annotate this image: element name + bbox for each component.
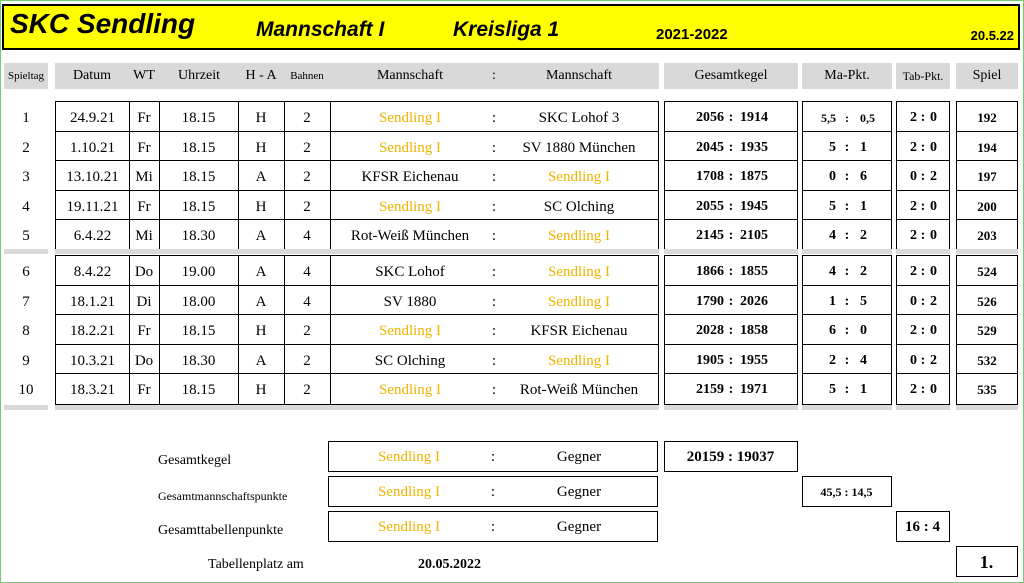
date-cell: 8.4.22 bbox=[73, 264, 112, 280]
mapkt-away: 2 bbox=[860, 264, 867, 279]
col-wt: WT bbox=[133, 68, 155, 83]
mapkt-home: 5,5 bbox=[821, 111, 836, 125]
date-label: 20.5.22 bbox=[970, 28, 1014, 43]
gesamttabellen-value-box bbox=[896, 511, 950, 542]
kegel-colon: : bbox=[728, 199, 734, 214]
home-team-cell: Sendling I bbox=[378, 323, 442, 339]
spieltag-cell: 4 bbox=[22, 199, 30, 215]
spiel-cell: 194 bbox=[977, 140, 997, 155]
league-title: Kreisliga 1 bbox=[453, 18, 560, 41]
summary-opponent: Gegner bbox=[556, 449, 602, 465]
tabpkt-colon: : bbox=[920, 199, 926, 214]
col-gesamtkegel: Gesamtkegel bbox=[664, 63, 798, 89]
home-away-cell: A bbox=[255, 353, 267, 369]
home-away-cell: H bbox=[255, 110, 267, 126]
mapkt-away: 0,5 bbox=[860, 111, 875, 125]
col-mapkt: Ma-Pkt. bbox=[802, 63, 892, 89]
bahnen-cell: 2 bbox=[303, 199, 311, 215]
col-ha: H - A bbox=[245, 68, 277, 83]
home-team-cell: SV 1880 bbox=[383, 294, 437, 310]
col-colon: : bbox=[492, 68, 496, 83]
date-cell: 19.11.21 bbox=[66, 199, 119, 215]
colon-cell: : bbox=[491, 382, 497, 398]
time-cell: 18.30 bbox=[181, 353, 216, 369]
tabpkt-home: 2 bbox=[910, 264, 917, 279]
table-row bbox=[0, 257, 1024, 286]
date-cell: 18.1.21 bbox=[70, 294, 115, 310]
kegel-home: 1790 bbox=[696, 294, 724, 309]
gesamttabellen-label: Gesamttabellenpunkte bbox=[158, 523, 284, 538]
mapkt-away: 1 bbox=[860, 140, 867, 155]
home-team-cell: Sendling I bbox=[378, 110, 442, 126]
kegel-away: 1855 bbox=[740, 264, 768, 279]
tabpkt-home: 2 bbox=[910, 323, 917, 338]
spieltag-cell: 8 bbox=[22, 323, 30, 339]
weekday-cell: Do bbox=[134, 353, 154, 369]
kegel-colon: : bbox=[728, 294, 734, 309]
kegel-home: 2055 bbox=[696, 199, 724, 214]
col-home: Mannschaft bbox=[376, 68, 444, 83]
tabpkt-colon: : bbox=[920, 294, 926, 309]
tabellenplatz-box bbox=[956, 546, 1018, 577]
col-uhrzeit: Uhrzeit bbox=[178, 68, 220, 83]
spieltag-cell: 10 bbox=[18, 382, 34, 398]
bahnen-cell: 4 bbox=[303, 228, 311, 244]
spiel-cell: 535 bbox=[977, 382, 997, 397]
tabpkt-home: 2 bbox=[910, 228, 917, 243]
home-away-cell: A bbox=[255, 228, 267, 244]
time-cell: 18.15 bbox=[181, 382, 216, 398]
separator-bar bbox=[664, 405, 798, 410]
col-spiel: Spiel bbox=[956, 63, 1018, 89]
col-away: Mannschaft bbox=[545, 68, 613, 83]
col-tabpkt: Tab-Pkt. bbox=[896, 63, 950, 89]
tabellenplatz-value: 1. bbox=[979, 552, 994, 572]
tabpkt-away: 0 bbox=[930, 110, 937, 125]
spiel-cell: 192 bbox=[977, 110, 997, 125]
home-team-cell: KFSR Eichenau bbox=[361, 169, 459, 185]
mapkt-home: 5 bbox=[829, 140, 836, 155]
tabellenplatz-date: 20.05.2022 bbox=[418, 557, 481, 572]
table-row bbox=[0, 192, 1024, 221]
mapkt-colon: : bbox=[844, 199, 850, 214]
table-row bbox=[0, 221, 1024, 250]
time-cell: 18.15 bbox=[181, 140, 216, 156]
kegel-colon: : bbox=[728, 382, 734, 397]
time-cell: 19.00 bbox=[181, 264, 216, 280]
col-spieltag: Spieltag bbox=[4, 63, 48, 89]
summary-team: Sendling I bbox=[377, 519, 441, 535]
weekday-cell: Fr bbox=[137, 110, 151, 126]
mapkt-away: 2 bbox=[860, 228, 867, 243]
tabpkt-home: 2 bbox=[910, 382, 917, 397]
time-cell: 18.30 bbox=[181, 228, 216, 244]
time-cell: 18.15 bbox=[181, 110, 216, 126]
bahnen-cell: 2 bbox=[303, 110, 311, 126]
col-datum: Datum bbox=[72, 68, 112, 83]
mapkt-away: 5 bbox=[860, 294, 867, 309]
mapkt-home: 5 bbox=[829, 199, 836, 214]
mapkt-colon: : bbox=[844, 169, 850, 184]
colon-cell: : bbox=[491, 169, 497, 185]
mapkt-colon: : bbox=[844, 228, 850, 243]
home-away-cell: H bbox=[255, 199, 267, 215]
table-row bbox=[0, 346, 1024, 375]
summary-team: Sendling I bbox=[377, 484, 441, 500]
spiel-cell: 529 bbox=[977, 323, 997, 338]
kegel-home: 2028 bbox=[696, 323, 724, 338]
mapkt-home: 4 bbox=[829, 228, 836, 243]
gesamtkegel-label: Gesamtkegel bbox=[158, 453, 232, 468]
kegel-home: 2056 bbox=[696, 110, 724, 125]
mapkt-home: 4 bbox=[829, 264, 836, 279]
kegel-away: 1875 bbox=[740, 169, 768, 184]
kegel-home: 2145 bbox=[696, 228, 724, 243]
separator-bar bbox=[802, 405, 892, 410]
team-title: Mannschaft I bbox=[256, 18, 385, 41]
kegel-away: 1858 bbox=[740, 323, 768, 338]
weekday-cell: Di bbox=[136, 294, 152, 310]
bahnen-cell: 2 bbox=[303, 323, 311, 339]
bahnen-cell: 2 bbox=[303, 140, 311, 156]
tabpkt-away: 0 bbox=[930, 199, 937, 214]
home-away-cell: H bbox=[255, 323, 267, 339]
away-team-cell: Sendling I bbox=[547, 294, 611, 310]
tabpkt-away: 2 bbox=[930, 294, 937, 309]
kegel-home: 1905 bbox=[696, 353, 724, 368]
kegel-home: 2045 bbox=[696, 140, 724, 155]
away-team-cell: KFSR Eichenau bbox=[530, 323, 628, 339]
table-row bbox=[0, 133, 1024, 162]
weekday-cell: Fr bbox=[137, 382, 151, 398]
colon-cell: : bbox=[491, 353, 497, 369]
home-team-cell: Sendling I bbox=[378, 382, 442, 398]
separator-bar bbox=[896, 405, 950, 410]
separator-bar bbox=[956, 405, 1018, 410]
mapkt-home: 2 bbox=[829, 353, 836, 368]
mapkt-colon: : bbox=[844, 140, 850, 155]
spiel-cell: 203 bbox=[977, 228, 997, 243]
spiel-cell: 200 bbox=[977, 199, 997, 214]
mapkt-away: 4 bbox=[860, 353, 867, 368]
gesamttabellen-value: 16 : 4 bbox=[905, 519, 940, 535]
home-team-cell: SC Olching bbox=[374, 353, 446, 369]
home-team-cell: Sendling I bbox=[378, 199, 442, 215]
away-team-cell: Sendling I bbox=[547, 264, 611, 280]
away-team-cell: SC Olching bbox=[543, 199, 615, 215]
mapkt-home: 6 bbox=[829, 323, 836, 338]
gesamtmannschaft-value: 45,5 : 14,5 bbox=[820, 485, 873, 499]
separator-bar bbox=[4, 405, 48, 410]
bahnen-cell: 4 bbox=[303, 294, 311, 310]
kegel-colon: : bbox=[728, 169, 734, 184]
kegel-away: 1914 bbox=[740, 110, 768, 125]
home-away-cell: H bbox=[255, 382, 267, 398]
kegel-home: 1866 bbox=[696, 264, 724, 279]
gesamtkegel-value-box bbox=[664, 441, 798, 472]
kegel-colon: : bbox=[728, 228, 734, 243]
spiel-cell: 526 bbox=[977, 294, 997, 309]
mapkt-away: 0 bbox=[860, 323, 867, 338]
tabpkt-colon: : bbox=[920, 323, 926, 338]
mapkt-colon: : bbox=[844, 382, 850, 397]
tabpkt-colon: : bbox=[920, 264, 926, 279]
bahnen-cell: 2 bbox=[303, 353, 311, 369]
summary-opponent: Gegner bbox=[556, 519, 602, 535]
tabpkt-colon: : bbox=[920, 382, 926, 397]
gesamtkegel-value: 20159 : 19037 bbox=[686, 449, 775, 465]
tabpkt-colon: : bbox=[920, 110, 926, 125]
time-cell: 18.15 bbox=[181, 323, 216, 339]
gesamtmannschaft-value-box bbox=[802, 476, 892, 507]
colon-cell: : bbox=[491, 323, 497, 339]
table-row bbox=[0, 375, 1024, 404]
kegel-away: 1935 bbox=[740, 140, 768, 155]
date-cell: 24.9.21 bbox=[70, 110, 115, 126]
date-cell: 1.10.21 bbox=[70, 140, 115, 156]
spiel-cell: 532 bbox=[977, 353, 997, 368]
table-row bbox=[0, 316, 1024, 345]
kegel-away: 2105 bbox=[740, 228, 768, 243]
tabpkt-colon: : bbox=[920, 140, 926, 155]
spieltag-cell: 5 bbox=[22, 228, 30, 244]
tabpkt-home: 2 bbox=[910, 140, 917, 155]
mapkt-colon: : bbox=[844, 323, 850, 338]
summary-colon: : bbox=[490, 484, 496, 500]
tabpkt-away: 2 bbox=[930, 169, 937, 184]
kegel-away: 1945 bbox=[740, 199, 768, 214]
kegel-colon: : bbox=[728, 323, 734, 338]
tabpkt-away: 2 bbox=[930, 353, 937, 368]
summary-colon: : bbox=[490, 449, 496, 465]
weekday-cell: Mi bbox=[135, 169, 153, 185]
mapkt-colon: : bbox=[844, 264, 850, 279]
away-team-cell: Sendling I bbox=[547, 228, 611, 244]
colon-cell: : bbox=[491, 294, 497, 310]
bahnen-cell: 2 bbox=[303, 382, 311, 398]
spieltag-cell: 9 bbox=[22, 353, 30, 369]
gesamtmannschaft-label: Gesamtmannschaftspunkte bbox=[158, 489, 288, 503]
date-cell: 18.3.21 bbox=[70, 382, 115, 398]
mapkt-colon: : bbox=[845, 111, 849, 125]
time-cell: 18.00 bbox=[181, 294, 216, 310]
tabellenplatz-label: Tabellenplatz am bbox=[208, 557, 304, 572]
summary-opponent: Gegner bbox=[556, 484, 602, 500]
weekday-cell: Fr bbox=[137, 323, 151, 339]
home-team-cell: Rot-Weiß München bbox=[350, 228, 470, 244]
away-team-cell: SKC Lohof 3 bbox=[538, 110, 620, 126]
mapkt-colon: : bbox=[844, 294, 850, 309]
tabpkt-home: 0 bbox=[910, 294, 917, 309]
colon-cell: : bbox=[491, 140, 497, 156]
season-label: 2021-2022 bbox=[656, 26, 728, 43]
table-row bbox=[0, 103, 1024, 132]
home-away-cell: H bbox=[255, 140, 267, 156]
mapkt-home: 5 bbox=[829, 382, 836, 397]
table-row bbox=[0, 162, 1024, 191]
bahnen-cell: 2 bbox=[303, 169, 311, 185]
weekday-cell: Mi bbox=[135, 228, 153, 244]
table-row bbox=[0, 287, 1024, 316]
spieltag-cell: 3 bbox=[22, 169, 30, 185]
kegel-colon: : bbox=[728, 110, 734, 125]
gesamtkegel-teams-box bbox=[328, 441, 658, 472]
time-cell: 18.15 bbox=[181, 169, 216, 185]
colon-cell: : bbox=[491, 228, 497, 244]
away-team-cell: SV 1880 München bbox=[522, 140, 636, 156]
home-team-cell: Sendling I bbox=[378, 140, 442, 156]
spiel-cell: 524 bbox=[977, 264, 997, 279]
tabpkt-home: 0 bbox=[910, 353, 917, 368]
date-cell: 18.2.21 bbox=[70, 323, 115, 339]
kegel-colon: : bbox=[728, 264, 734, 279]
away-team-cell: Sendling I bbox=[547, 169, 611, 185]
home-team-cell: SKC Lohof bbox=[375, 264, 445, 280]
tabpkt-colon: : bbox=[920, 228, 926, 243]
date-cell: 10.3.21 bbox=[70, 353, 115, 369]
mapkt-away: 6 bbox=[860, 169, 867, 184]
col-bahnen: Bahnen bbox=[290, 70, 324, 82]
colon-cell: : bbox=[491, 264, 497, 280]
colon-cell: : bbox=[491, 199, 497, 215]
tabpkt-colon: : bbox=[920, 169, 926, 184]
spieltag-cell: 1 bbox=[22, 110, 30, 126]
mapkt-home: 0 bbox=[829, 169, 836, 184]
spieltag-cell: 7 bbox=[22, 294, 30, 310]
weekday-cell: Fr bbox=[137, 199, 151, 215]
separator-bar bbox=[55, 405, 659, 410]
colon-cell: : bbox=[491, 110, 497, 126]
tabpkt-colon: : bbox=[920, 353, 926, 368]
bahnen-cell: 4 bbox=[303, 264, 311, 280]
title-banner bbox=[2, 4, 1020, 50]
mapkt-away: 1 bbox=[860, 199, 867, 214]
mapkt-colon: : bbox=[844, 353, 850, 368]
tabpkt-home: 2 bbox=[910, 199, 917, 214]
tabpkt-away: 0 bbox=[930, 140, 937, 155]
club-title: SKC Sendling bbox=[10, 8, 196, 39]
kegel-away: 1971 bbox=[740, 382, 768, 397]
tabpkt-away: 0 bbox=[930, 228, 937, 243]
weekday-cell: Fr bbox=[137, 140, 151, 156]
away-team-cell: Sendling I bbox=[547, 353, 611, 369]
away-team-cell: Rot-Weiß München bbox=[519, 382, 639, 398]
kegel-away: 1955 bbox=[740, 353, 768, 368]
kegel-home: 2159 bbox=[696, 382, 724, 397]
kegel-away: 2026 bbox=[740, 294, 768, 309]
gesamttabellen-teams-box bbox=[328, 511, 658, 542]
mapkt-home: 1 bbox=[829, 294, 836, 309]
tabpkt-home: 2 bbox=[910, 110, 917, 125]
mapkt-away: 1 bbox=[860, 382, 867, 397]
home-away-cell: A bbox=[255, 169, 267, 185]
weekday-cell: Do bbox=[134, 264, 154, 280]
kegel-home: 1708 bbox=[696, 169, 724, 184]
date-cell: 13.10.21 bbox=[66, 169, 119, 185]
date-cell: 6.4.22 bbox=[73, 228, 112, 244]
kegel-colon: : bbox=[728, 140, 734, 155]
home-away-cell: A bbox=[255, 294, 267, 310]
gesamtmannschaft-teams-box bbox=[328, 476, 658, 507]
tabpkt-away: 0 bbox=[930, 323, 937, 338]
home-away-cell: A bbox=[255, 264, 267, 280]
tabpkt-home: 0 bbox=[910, 169, 917, 184]
spieltag-cell: 6 bbox=[22, 264, 30, 280]
tabpkt-away: 0 bbox=[930, 382, 937, 397]
time-cell: 18.15 bbox=[181, 199, 216, 215]
spieltag-cell: 2 bbox=[22, 140, 30, 156]
summary-team: Sendling I bbox=[377, 449, 441, 465]
tabpkt-away: 0 bbox=[930, 264, 937, 279]
spiel-cell: 197 bbox=[977, 169, 997, 184]
summary-colon: : bbox=[490, 519, 496, 535]
kegel-colon: : bbox=[728, 353, 734, 368]
